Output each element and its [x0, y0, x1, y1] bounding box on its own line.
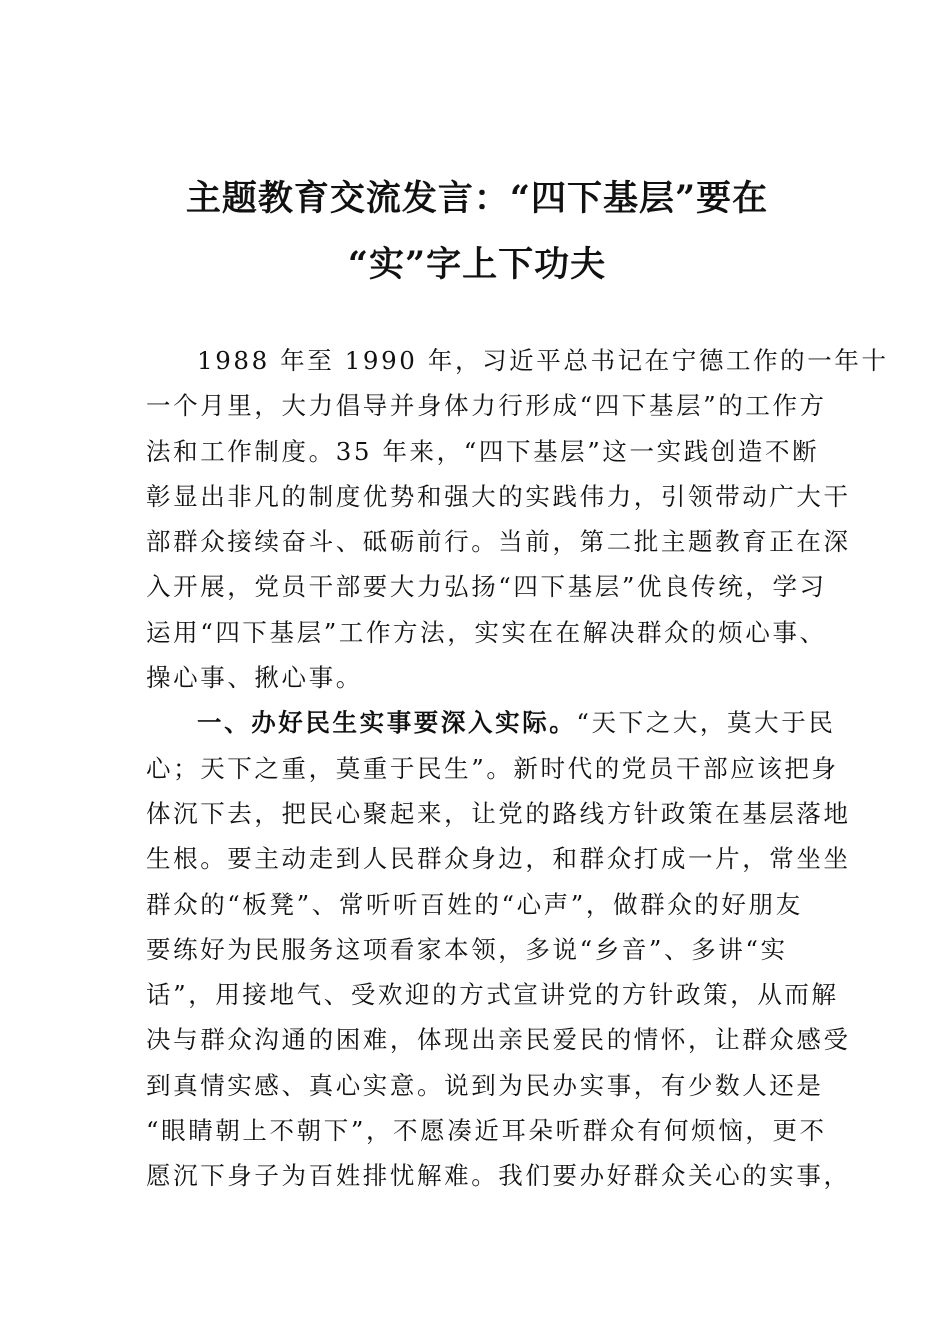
text-line: 体沉下去，把民心聚起来，让党的路线方针政策在基层落地	[146, 798, 851, 828]
paragraph-1	[146, 338, 889, 700]
text-line: 到真情实感、真心实意。说到为民办实事，有少数人还是	[146, 1070, 824, 1100]
text-line: 部群众接续奋斗、砥砺前行。当前，第二批主题教育正在深	[146, 527, 851, 557]
text-line: 入开展，党员干部要大力弘扬“四下基层”优良传统，学习	[146, 572, 827, 602]
text-line: 群众的“板凳”、常听听百姓的“心声”，做群众的好朋友	[146, 889, 803, 919]
text-line: 决与群众沟通的困难，体现出亲民爱民的情怀，让群众感受	[146, 1025, 851, 1055]
text-line: 操心事、揪心事。	[146, 663, 363, 693]
title-line-1: 主题教育交流发言：“四下基层”要在	[185, 178, 769, 219]
text-line: 一个月里，大力倡导并身体力行形成“四下基层”的工作方	[146, 391, 827, 421]
text-line: 1988 年至 1990 年，习近平总书记在宁德工作的一年十	[197, 346, 889, 375]
text-line: 心；天下之重，莫重于民生”。新时代的党员干部应该把身	[146, 753, 839, 783]
text-line: 话”，用接地气、受欢迎的方式宣讲党的方针政策，从而解	[146, 980, 839, 1010]
document-title	[146, 166, 808, 298]
text-line: 运用“四下基层”工作方法，实实在在解决群众的烦心事、	[146, 617, 827, 647]
text-line: 生根。要主动走到人民群众身边，和群众打成一片，常坐坐	[146, 844, 851, 874]
document-body	[146, 338, 889, 1199]
text-run: “天下之大，莫大于民	[576, 708, 836, 738]
text-line	[146, 700, 836, 745]
text-line: 法和工作制度。35 年来，“四下基层”这一实践创造不断	[146, 436, 820, 466]
text-line: 愿沉下身子为百姓排忧解难。我们要办好群众关心的实事，	[146, 1161, 851, 1191]
paragraph-2	[146, 700, 851, 1198]
title-line-2: “实”字上下功夫	[347, 244, 607, 285]
text-line: “眼睛朝上不朝下”，不愿凑近耳朵听群众有何烦恼，更不	[146, 1116, 827, 1146]
text-line: 要练好为民服务这项看家本领，多说“乡音”、多讲“实	[146, 934, 788, 964]
text-line: 彰显出非凡的制度优势和强大的实践伟力，引领带动广大干	[146, 481, 851, 511]
section-heading: 一、办好民生实事要深入实际。	[197, 708, 577, 738]
